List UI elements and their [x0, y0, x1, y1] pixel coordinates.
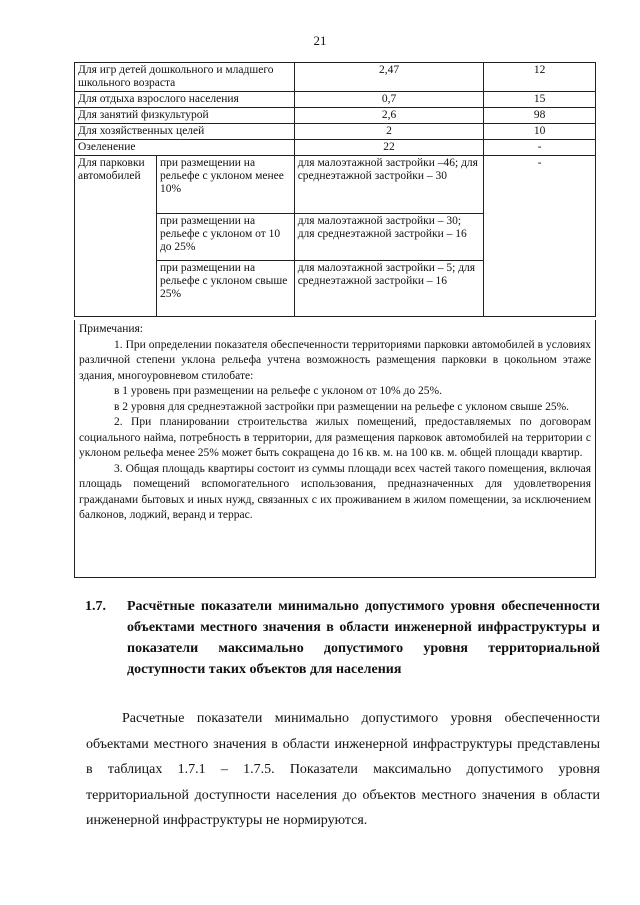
note-1: 1. При определении показателя обеспеченности территориями парковки автомобилей в условиях различной степени уклона рельефа учтена возможность размещения парковки в цокольном этаже здания, многоуровневом стилобате: — [79, 338, 591, 382]
row-extra: 15 — [484, 92, 596, 108]
parking-extra: - — [484, 156, 596, 317]
row-value: 2 — [294, 124, 484, 140]
body-paragraph: Расчетные показатели минимально допустимого уровня обеспеченности объектами местного значения в области инженерной инфраструктуры представлены в таблицах 1.7.1 – 1.7.5. Показатели максимально допустимого уровня территориальной доступности населения до объектов местного значения в области инженерной инфраструктуры не нормируются. — [86, 711, 600, 828]
parking-condition: при размещении на рельефе с уклоном свыше 25% — [156, 261, 294, 317]
parking-condition: при размещении на рельефе с уклоном менее 10% — [156, 156, 294, 214]
row-label: Для игр детей дошкольного и младшего школьного возраста — [75, 63, 295, 92]
table-row — [75, 156, 596, 214]
notes-title: Примечания: — [79, 323, 143, 335]
row-label: Озеленение — [75, 140, 295, 156]
note-3: 3. Общая площадь квартиры состоит из суммы площади всех частей такого помещения, включая площадь помещений вспомогательного использования, предназначенных для удовлетворения гражданами бытовых и иных нужд, связанных с их проживанием в жилом помещении, за исключением балконов, лоджий, веранд и террас. — [79, 462, 591, 521]
row-label: Для отдыха взрослого населения — [75, 92, 295, 108]
row-value: 2,47 — [294, 63, 484, 92]
section-title: Расчётные показатели минимально допустимого уровня обеспеченности объектами местного значения в области инженерной инфраструктуры и показатели максимально допустимого уровня территориальной доступности таких объектов для населения — [127, 599, 600, 677]
row-extra: 98 — [484, 108, 596, 124]
table-row — [75, 108, 596, 124]
parking-condition: при размещении на рельефе с уклоном от 10 до 25% — [156, 214, 294, 261]
norms-table — [74, 62, 596, 317]
notes-block — [74, 320, 596, 578]
row-label: Для хозяйственных целей — [75, 124, 295, 140]
page-number: 21 — [313, 33, 327, 48]
table-row — [75, 124, 596, 140]
row-value: 22 — [294, 140, 484, 156]
note-2: 2. При планировании строительства жилых помещений, предоставляемых по договорам социального найма, потребность в территории, для размещения парковок автомобилей на территории с уклоном рельефа менее 25% может быть сокращена до 16 кв. м. на 100 кв. м. общей площади квартир. — [79, 416, 591, 459]
table-row — [75, 140, 596, 156]
row-value: 0,7 — [294, 92, 484, 108]
row-value: 2,6 — [294, 108, 484, 124]
note-1b: в 2 уровня для среднеэтажной застройки при размещении на рельефе с уклоном свыше 25%. — [114, 400, 570, 413]
section-number: 1.7. — [85, 599, 106, 614]
table-row — [75, 63, 596, 92]
body-text — [86, 706, 600, 834]
row-label: Для занятий физкультурой — [75, 108, 295, 124]
table-row — [75, 92, 596, 108]
note-1a: в 1 уровень при размещении на рельефе с уклоном от 10% до 25%. — [114, 385, 442, 397]
row-extra: 12 — [484, 63, 596, 92]
parking-value: для малоэтажной застройки – 5; для среднеэтажной застройки – 16 — [294, 261, 484, 317]
parking-value: для малоэтажной застройки –46; для среднеэтажной застройки – 30 — [294, 156, 484, 214]
row-extra: 10 — [484, 124, 596, 140]
row-extra: - — [484, 140, 596, 156]
parking-value: для малоэтажной застройки – 30; для среднеэтажной застройки – 16 — [294, 214, 484, 261]
parking-label: Для парковки автомобилей — [75, 156, 157, 317]
